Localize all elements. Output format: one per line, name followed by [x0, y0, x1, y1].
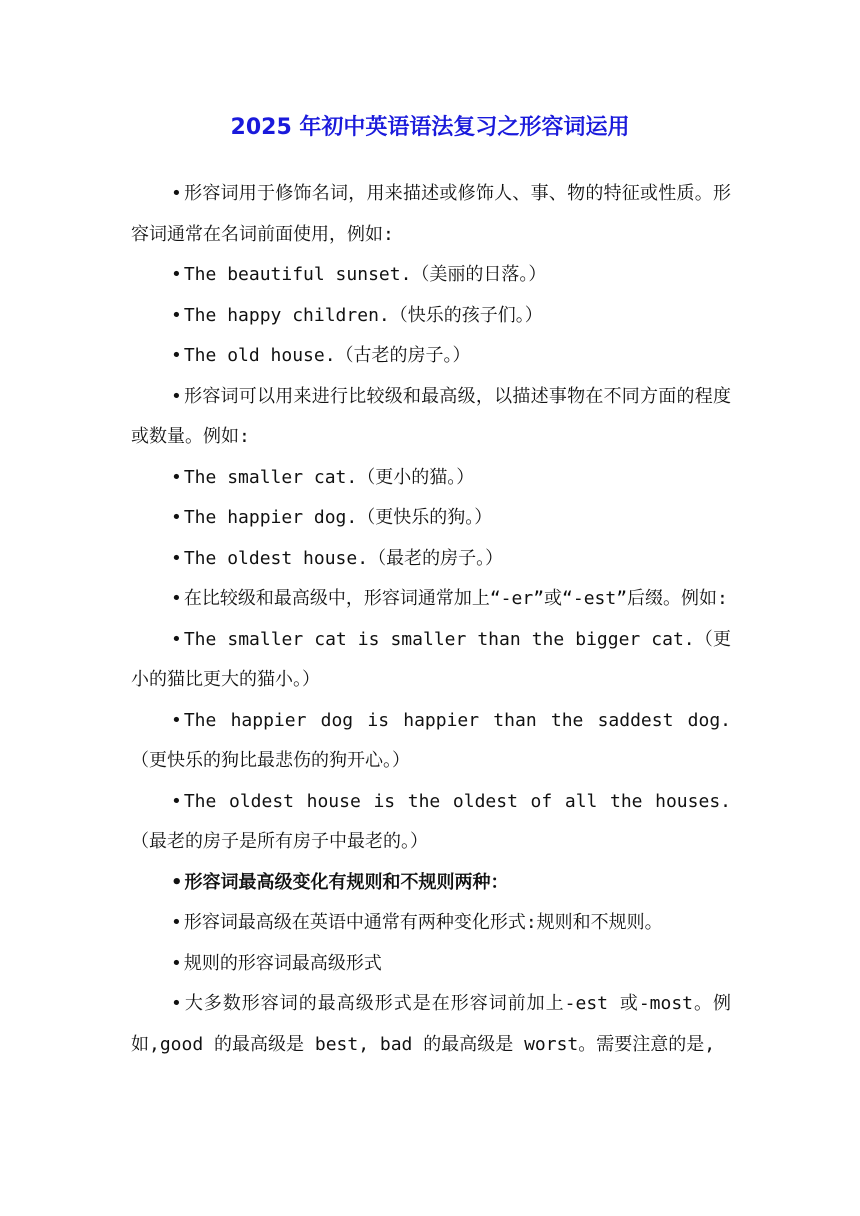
- document-body: [131, 174, 731, 1065]
- paragraph: [131, 539, 731, 580]
- bullet-icon: •: [171, 507, 182, 528]
- paragraph: [131, 498, 731, 539]
- paragraph: [131, 701, 731, 782]
- bullet-icon: •: [171, 183, 182, 204]
- paragraph-text: 在比较级和最高级中，形容词通常加上“-er”或“-est”后缀。例如:: [183, 588, 728, 609]
- paragraph: [131, 296, 731, 337]
- paragraph-text: 大多数形容词的最高级形式是在形容词前加上-est 或-most。例如,good 的最高级是 best, bad 的最高级是 worst。需要注意的是,: [131, 993, 731, 1055]
- bullet-icon: •: [171, 993, 182, 1014]
- paragraph: [131, 377, 731, 458]
- paragraph: [131, 782, 731, 863]
- bullet-icon: •: [171, 304, 182, 326]
- paragraph: [131, 579, 731, 620]
- bullet-icon: •: [171, 588, 182, 609]
- paragraph-text: The smaller cat.（更小的猫。）: [183, 466, 475, 488]
- paragraph-text: The happier dog.（更快乐的狗。）: [183, 507, 493, 528]
- paragraph-text: The smaller cat is smaller than the bigger cat.（更小的猫比更大的猫小。）: [131, 628, 731, 690]
- paragraph: [131, 903, 731, 944]
- paragraph: [131, 620, 731, 701]
- paragraph-text: The beautiful sunset.（美丽的日落。）: [183, 264, 547, 285]
- bullet-icon: •: [171, 628, 182, 650]
- bullet-icon: •: [171, 385, 182, 407]
- paragraph-text: The happy children.（快乐的孩子们。）: [183, 304, 543, 326]
- paragraph: [131, 336, 731, 377]
- document-title: 2025 年初中英语语法复习之形容词运用: [230, 115, 630, 140]
- paragraph-text: The old house.（古老的房子。）: [183, 345, 471, 366]
- paragraph: [131, 255, 731, 296]
- paragraph: [131, 174, 731, 255]
- paragraph: [131, 944, 731, 985]
- bullet-icon: •: [171, 264, 182, 285]
- paragraph-text: 形容词最高级在英语中通常有两种变化形式:规则和不规则。: [183, 912, 663, 933]
- bullet-icon: •: [171, 345, 182, 366]
- bullet-icon: •: [171, 790, 182, 812]
- paragraph: [131, 458, 731, 499]
- paragraph-text: The happier dog is happier than the saddest dog.（更快乐的狗比最悲伤的狗开心。）: [131, 709, 731, 771]
- bullet-icon: •: [171, 871, 183, 893]
- bullet-icon: •: [171, 466, 182, 488]
- bullet-icon: •: [171, 709, 182, 731]
- paragraph-text: 形容词最高级变化有规则和不规则两种：: [184, 871, 509, 893]
- paragraph-text: The oldest house.（最老的房子。）: [183, 547, 504, 569]
- paragraph-text: 规则的形容词最高级形式: [183, 952, 382, 974]
- paragraph-text: 形容词用于修饰名词，用来描述或修饰人、事、物的特征或性质。形容词通常在名词前面使用，例如:: [131, 183, 731, 245]
- paragraph: [131, 984, 731, 1065]
- paragraph-text: The oldest house is the oldest of all the houses.（最老的房子是所有房子中最老的。）: [131, 790, 731, 852]
- bullet-icon: •: [171, 952, 182, 974]
- bullet-icon: •: [171, 912, 182, 933]
- paragraph: [131, 863, 731, 904]
- bullet-icon: •: [171, 547, 182, 569]
- paragraph-text: 形容词可以用来进行比较级和最高级，以描述事物在不同方面的程度或数量。例如:: [131, 385, 731, 447]
